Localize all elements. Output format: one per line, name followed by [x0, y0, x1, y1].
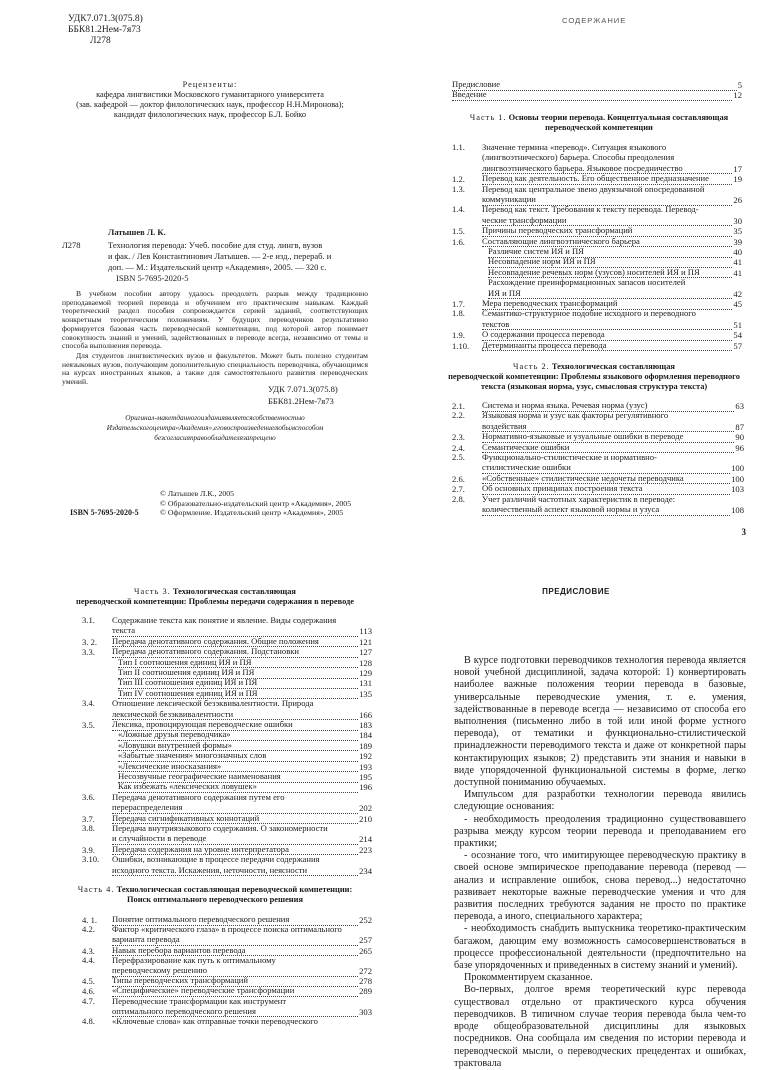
toc-entry-page: 214: [359, 834, 372, 845]
toc-entry-title: Переводческие трансформации как инструмент: [112, 996, 287, 1006]
toc-entry-title: количественный аспект языковой нормы и узуса: [482, 505, 730, 516]
toc-entry-number: 2.2.: [452, 410, 465, 421]
toc-entry-title: О содержании процесса перевода: [482, 330, 732, 341]
toc-entry: [452, 309, 742, 319]
toc-entry: [82, 915, 372, 926]
toc-entry-page: 40: [733, 247, 742, 257]
toc-entry-title: Различие систем ИЯ и ПЯ: [488, 247, 732, 258]
toc-entry: [488, 257, 742, 268]
bbk-line: ББК81.2Нем-7я73: [268, 396, 334, 406]
part-title-line: переводческой компетенции: Проблемы языкового оформления переводного: [448, 372, 740, 381]
toc-entry: [82, 935, 372, 946]
toc-entry: [82, 710, 372, 721]
preface-paragraph: - осознание того, что имитирующее переводческую практику в своей основе эмпирическое преподавание перевода (перевод — анализ и исправление ошибок, снова перевод...) недостаточно развивает некоторые важные переводческие умения и что для развития последних требуются задания не просто по практике перевода, а иного, специального характера;: [454, 850, 746, 923]
toc-entry-page: 121: [359, 636, 372, 647]
bib-line: и фак. / Лев Константинович Латышев. — 2-е изд., перераб. и: [108, 251, 332, 261]
toc-entry-number: 2.4.: [452, 442, 465, 453]
toc-entry: [118, 689, 372, 700]
copyright-line: © Оформление. Издательский центр «Академия», 2005: [160, 508, 344, 517]
toc-entry-title: лексической безэквивалентности: [112, 710, 358, 721]
toc-entry: [452, 195, 742, 206]
toc-entry-title: «Специфические» переводческие трансформации: [112, 986, 358, 997]
preface-paragraph: Импульсом для разработки технологии перевода явились следующие основания:: [454, 789, 746, 813]
toc-entry-title: Нормативно-языковые и узуальные ошибки в переводе: [482, 432, 734, 443]
toc-entry: [452, 495, 744, 505]
toc-entry-title: Передача денотативного содержания путем его: [112, 792, 285, 802]
toc-entry-page: 113: [359, 626, 372, 637]
part-title-line: переводческой компетенции: Проблемы передачи содержания в переводе: [76, 597, 354, 606]
toc-entry: [452, 90, 742, 101]
toc-entry-number: 1.2.: [452, 174, 465, 185]
contents-page-1: [384, 0, 768, 537]
toc-entry-page: 131: [359, 678, 372, 689]
toc-entry: [118, 751, 372, 762]
toc-entry-title: Мера переводческих трансформаций: [482, 299, 732, 310]
toc-entry-page: 39: [733, 236, 742, 247]
toc-entry: [82, 1007, 372, 1018]
toc-entry-title: Семантические ошибки: [482, 443, 734, 454]
toc-entry: [452, 401, 744, 412]
toc-entry: [452, 320, 742, 331]
toc-entry: [118, 772, 372, 783]
part-title-line: текста (языковая норма, узус, смысловая структура текста): [480, 382, 708, 391]
toc-entry: [82, 647, 372, 658]
toc-entry: [82, 925, 372, 935]
toc-entry: [82, 803, 372, 814]
preface-paragraph: Прокомментируем сказанное.: [464, 972, 593, 984]
toc-entry-title: Содержание текста как понятие и явление. Виды содержания: [112, 616, 337, 625]
part-title-line: переводческой компетенции: [545, 123, 653, 132]
toc-entry-title: Понятие оптимального переводческого решения: [112, 915, 358, 926]
toc-entry-page: 96: [735, 442, 744, 453]
annotation-paragraph: В учебном пособии автору удалось преодолеть разрыв между традиционно преподаваемой теорией перевода и обучением его практическим навыкам. Каждый теоретический раздел пособия сопровождается серией заданий, соответствующих конкретным теоретическим положениям. У будущих переводчиков результативно формируется базовая часть переводческой компетенции, под которой автор понимает совокупность знаний и умений, задействованных в переводе всегда, независимо от темы и способа выполнения перевода.: [62, 289, 368, 351]
toc-entry-page: 41: [733, 257, 742, 268]
toc-entry-title: «Забытые значения» многозначных слов: [118, 751, 358, 762]
part-heading: [444, 113, 754, 133]
toc-entry-title: Ошибки, возникающие в процессе передачи содержания: [112, 855, 320, 865]
toc-entry-page: 108: [731, 505, 744, 515]
toc-entry-number: 1.4.: [452, 204, 465, 215]
toc-entry-number: 4.4.: [82, 954, 95, 965]
toc-entry-page: 100: [731, 473, 744, 484]
toc-entry-page: 42: [733, 288, 742, 299]
toc-entry-page: 257: [359, 935, 372, 946]
toc-entry-title: Фактор «критического глаза» в процессе поиска оптимального: [112, 925, 342, 935]
toc-entry-title: Несовпадение норм ИЯ и ПЯ: [488, 257, 732, 268]
toc-entry-title: Передача внутриязыкового содержания. О закономерности: [112, 824, 328, 833]
preface-body: [454, 655, 746, 1070]
toc-entry-page: 51: [733, 319, 742, 330]
toc-entry-page: 192: [359, 751, 372, 762]
toc-entry-title: Типы переводческих трансформаций: [112, 976, 358, 987]
udk-line: УДК7.071.3(075.8): [68, 14, 143, 24]
toc-entry-number: 1.5.: [452, 226, 465, 237]
toc-entry: [452, 143, 742, 153]
toc-entry: [452, 411, 744, 421]
toc-entry: [82, 637, 372, 648]
toc-entry: [452, 216, 742, 227]
toc-entry-number: 3.10.: [82, 854, 100, 865]
reviewer-line: кандидат филологических наук, профессор Б.Л. Бойко: [113, 110, 307, 119]
toc-entry-title: Языковая норма и узус как факторы регулятивного: [482, 411, 669, 421]
toc-entry: [82, 845, 372, 856]
toc-entry-page: 189: [359, 740, 372, 751]
toc-entry-page: 210: [359, 813, 372, 824]
toc-entry: [118, 678, 372, 689]
toc-entry-page: 57: [733, 340, 742, 351]
toc-entry-title: Тип IV соотношения единиц ИЯ и ПЯ: [118, 689, 358, 700]
toc-entry-title: Передача денотативного содержания. Общие положения: [112, 637, 358, 648]
toc-entry-page: 5: [737, 80, 742, 90]
toc-entry-title: Детерминанты процесса перевода: [482, 341, 732, 352]
toc-entry-title: коммуникации: [482, 195, 732, 206]
part-label: Часть 4.: [77, 885, 115, 894]
toc-entry-page: 223: [359, 844, 372, 855]
part-label: Часть 2.: [513, 362, 550, 371]
toc-entry: [82, 966, 372, 977]
toc-entry-title: «Ключевые слова» как отправные точки переводческого: [112, 1017, 318, 1026]
part-heading: [434, 362, 754, 392]
toc-entry-title: «Ложные друзья переводчика»: [118, 730, 358, 741]
toc-entry-page: 26: [733, 195, 742, 205]
toc-entry-title: Введение: [452, 90, 732, 101]
toc-entry-page: 303: [359, 1006, 372, 1017]
toc-entry: [452, 474, 744, 485]
toc-entry: [82, 1017, 372, 1027]
toc-entry-page: 278: [359, 976, 372, 987]
original-layout-notice: [62, 413, 368, 443]
toc-entry: [82, 814, 372, 825]
toc-entry-number: 2.7.: [452, 484, 465, 495]
toc-entry-title: Передача содержания на уровне интерпретатора: [112, 845, 358, 856]
toc-entry-title: Семантико-структурное подобие исходного и переводного: [482, 309, 696, 319]
preface-title: ПРЕДИСЛОВИЕ: [542, 587, 610, 596]
page-number: 3: [741, 527, 746, 537]
toc-entry-title: Перевод как деятельность. Его общественное предназначение: [482, 174, 732, 185]
toc-entry: [452, 432, 744, 443]
toc-entry-number: 2.5.: [452, 452, 465, 462]
part-title-line: Технологическая составляющая: [551, 362, 675, 371]
toc-entry-number: 1.10.: [452, 340, 470, 351]
toc-entry: [452, 205, 742, 215]
toc-entry-number: 4.7.: [82, 995, 95, 1006]
toc-entry: [452, 299, 742, 310]
toc-entry-number: 3.8.: [82, 823, 95, 833]
toc-entry: [452, 185, 742, 195]
toc-entry-title: оптимального переводческого решения: [112, 1007, 358, 1018]
toc-entry: [488, 247, 742, 258]
toc-entry-number: 4.2.: [82, 924, 95, 935]
toc-entry-page: 166: [359, 709, 372, 720]
toc-entry-title: «Ловушки внутренней формы»: [118, 741, 358, 752]
toc-entry-number: 1.1.: [452, 142, 465, 152]
toc-entry-title: Предисловие: [452, 80, 737, 91]
toc-entry-title: Перевод как текст. Требования к тексту перевода. Перевод-: [482, 205, 699, 215]
part-title-line: Основы теории перевода. Концептуальная составляющая: [508, 113, 729, 122]
toc-entry: [82, 946, 372, 957]
bbk-line: ББК81.2Нем-7я73: [68, 25, 141, 35]
toc-entry-number: 2.3.: [452, 432, 465, 443]
toc-entry: [452, 443, 744, 454]
toc-entry-page: 127: [359, 647, 372, 658]
toc-entry-number: 1.3.: [452, 183, 465, 194]
toc-entry-title: Лексика, провоцирующая переводческие ошибки: [112, 720, 358, 731]
toc-entry-title: «Лексические иносказания»: [118, 762, 358, 773]
bib-line: Технология перевода: Учеб. пособие для студ. лингв, вузов: [108, 240, 323, 250]
toc-entry-title: Система и норма языка. Речевая норма (узус): [482, 401, 734, 412]
toc-entry-title: воздействия: [482, 422, 734, 433]
udk-block: [68, 14, 143, 47]
toc-entry-page: 12: [733, 90, 742, 100]
copyright-line: © Образовательно-издательский центр «Академия», 2005: [160, 498, 352, 508]
part-label: Часть 1.: [469, 113, 507, 122]
toc-entry-title: Значение термина «перевод». Ситуация языкового: [482, 143, 667, 152]
toc-entry: [82, 855, 372, 865]
toc-entry-title: варианта перевода: [112, 935, 358, 946]
toc-entry-page: 196: [359, 782, 372, 793]
toc-entry-title: Перефразирование как путь к оптимальному: [112, 955, 276, 965]
toc-entry-page: 100: [731, 463, 744, 474]
toc-entry: [452, 341, 742, 352]
toc-entry-page: 128: [359, 657, 372, 668]
toc-entry: [452, 226, 742, 237]
toc-entry-title: текста: [112, 626, 358, 637]
contents-page-2: [0, 512, 384, 1024]
toc-entry-title: «Собственные» стилистические недочеты переводчика: [482, 474, 730, 485]
toc-entry-page: 90: [735, 432, 744, 443]
toc-entry-page: 202: [359, 803, 372, 814]
toc-entry-title: Передача денотативного содержания. Подстановки: [112, 647, 358, 658]
toc-entry-number: 1.6.: [452, 236, 465, 247]
toc-entry-page: 35: [733, 226, 742, 237]
toc-entry: [452, 422, 744, 433]
toc-entry-title: Перевод как центральное звено двуязычной опосредованной: [482, 184, 705, 194]
toc-entry-title: Тип I соотношения единиц ИЯ и ПЯ: [118, 658, 358, 669]
toc-entry: [118, 730, 372, 741]
toc-entry-number: 4.8.: [82, 1016, 95, 1026]
toc-entry-title: Тип II соотношения единиц ИЯ и ПЯ: [118, 668, 358, 679]
imprint-page: [0, 0, 384, 517]
isbn-line: ISBN 5-7695-2020-5: [116, 273, 189, 283]
toc-entry: [488, 268, 742, 279]
toc-entry: [118, 762, 372, 773]
toc-entry-number: 4.5.: [82, 976, 95, 987]
part-title-line: Технологическая составляющая переводческой компетенции:: [116, 885, 353, 894]
toc-entry-number: 1.9.: [452, 330, 465, 341]
toc-entry-title: Передача сигнификативных коннотаций: [112, 814, 358, 825]
toc-entry-number: 3.6.: [82, 791, 95, 802]
toc-entry: [118, 668, 372, 679]
part-heading: [60, 885, 370, 905]
part-label: Часть 3.: [134, 587, 171, 596]
part-heading: [60, 587, 370, 607]
toc-entry: [452, 80, 742, 91]
toc-entry-number: 2.6.: [452, 473, 465, 484]
toc-entry: [452, 463, 744, 474]
toc-entry: [82, 824, 372, 834]
toc-entry-number: 4.3.: [82, 945, 95, 956]
toc-entry: [82, 956, 372, 966]
toc-entry-title: текстов: [482, 320, 732, 331]
toc-entry-title: ческие трансформации: [482, 216, 732, 227]
toc-entry-title: Учет различий частотных характеристик в переводе:: [482, 494, 676, 504]
running-header: СОДЕРЖАНИЕ: [562, 16, 627, 25]
toc-entry-page: 234: [359, 865, 372, 876]
annotation: [62, 290, 368, 388]
toc-entry-title: (лингвоэтнического) барьера. Способы преодоления: [482, 153, 675, 163]
toc-entry-page: 195: [359, 772, 372, 782]
author-name: Латышев Л. К.: [108, 227, 166, 237]
toc-entry: [82, 997, 372, 1007]
toc-entry: [452, 453, 744, 463]
toc-entry-page: 30: [733, 215, 742, 226]
reviewers-block: [60, 80, 360, 120]
toc-entry-page: 265: [359, 945, 372, 956]
toc-entry-title: Отношение лексической безэквивалентности. Природа: [112, 699, 314, 709]
toc-entry-number: 2.8.: [452, 493, 465, 504]
toc-entry-title: стилистические ошибки: [482, 463, 730, 474]
toc-entry: [488, 289, 742, 300]
toc-entry: [82, 626, 372, 637]
preface-paragraph: В курсе подготовки переводчиков технология перевода является новой учебной дисциплиной, задача которой: 1) конвертировать наиболее важные положения теории перевода в базовые, универсальные переводческие умения, т. е. умения, задействованные в переводе всегда — независимо от способа его выполнения (письменно либо в той или иной форме устного перевода), от тематики и функционально-стилистической принадлежности переводимого текста и даже от конкретной пары контактирующих языков; 2) представить эти знания и навыки в виде упорядоченной функциональной системы в форме, легко доступной пониманию обучаемых.: [454, 655, 746, 789]
notice-line: Издательскогоцентра«Академия»,еговоспроизведениелюбымспособом: [106, 424, 324, 432]
toc-entry-number: 3. 2.: [82, 636, 98, 647]
toc-entry: [118, 782, 372, 793]
reviewer-line: кафедра лингвистики Московского гуманитарного университета: [96, 90, 324, 99]
toc-entry-page: 272: [359, 966, 372, 976]
toc-entry: [452, 153, 742, 163]
toc-entry: [82, 793, 372, 803]
toc-entry-number: 3.1.: [82, 615, 95, 625]
toc-entry-title: ИЯ и ПЯ: [488, 289, 732, 300]
toc-entry-title: Об основных принципах построения текста: [482, 484, 730, 495]
toc-entry: [452, 164, 742, 175]
toc-entry-page: 184: [359, 730, 372, 741]
toc-entry-title: Как избежать «лексических ловушек»: [118, 782, 358, 793]
toc-entry-number: 1.8.: [452, 308, 465, 319]
toc-entry-page: 252: [359, 915, 372, 925]
udk-block-bottom: [268, 383, 338, 407]
part-title-line: Технологическая составляющая: [172, 587, 296, 596]
toc-entry: [452, 174, 742, 185]
notice-line: безсогласияправообладателязапрещено: [154, 434, 276, 442]
toc-entry: [82, 834, 372, 845]
toc-entry-number: 3.3.: [82, 647, 95, 658]
toc-entry-title: исходного текста. Искажения, неточности, неясности: [112, 866, 358, 877]
author-code-line: Л278: [90, 36, 111, 46]
toc-entry-page: 54: [733, 330, 742, 341]
toc-entry: [452, 237, 742, 248]
toc-entry-page: 289: [359, 986, 372, 997]
toc-entry-title: Несовпадение речевых норм (узусов) носителей ИЯ и ПЯ: [488, 268, 732, 279]
toc-entry-page: 87: [735, 421, 744, 432]
notice-line: Оригинал-макетданногоизданияявляетсясобственностью: [125, 414, 305, 422]
toc-entry-title: Функционально-стилистические и нормативно-: [482, 453, 657, 462]
toc-entry: [488, 278, 742, 288]
toc-entry-number: 3.4.: [82, 698, 95, 709]
bib-line: доп. — М.: Издательский центр «Академия», 2005. — 320 с.: [108, 262, 327, 272]
toc-entry-number: 3.7.: [82, 813, 95, 824]
reviewers-heading: Рецензенты:: [182, 80, 238, 89]
preface-paragraph: Во-первых, долгое время теоретический курс перевода существовал отдельно от практического курса обучения переводчиков. В типичном случае теория перевода была чем-то вроде общеобразовательной дисциплины для языковых посредников. Она сообщала им сведения по истории перевода и переводческой мысли, о переводческих прецедентах и ошибках, трактовала: [454, 984, 746, 1069]
annotation-paragraph: Для студентов лингвистических вузов и факультетов. Может быть полезно студентам неязыковых вузов, получающим дополнительную специальность переводчика, обучающимся на курсах иностранных языков, а также для самостоятельного развития переводческих умений.: [62, 350, 368, 387]
udk-line: УДК 7.071.3(075.8): [268, 384, 338, 394]
author-code: Л278: [62, 240, 81, 250]
toc-entry: [118, 658, 372, 669]
toc-entry-title: перераспределения: [112, 803, 358, 814]
toc-entry-title: Навык перебора вариантов перевода: [112, 946, 358, 957]
toc-entry: [82, 616, 372, 626]
toc-entry-title: Расхождение преинформационных запасов носителей: [488, 278, 686, 288]
toc-entry: [82, 699, 372, 709]
toc-entry: [118, 741, 372, 752]
toc-entry-page: 183: [359, 720, 372, 730]
toc-entry-page: 17: [733, 163, 742, 174]
toc-entry-page: 45: [733, 299, 742, 309]
toc-entry-page: 63: [735, 401, 744, 411]
toc-entry: [452, 330, 742, 341]
toc-entry-page: 193: [359, 761, 372, 772]
toc-entry-number: 3.5.: [82, 720, 95, 730]
reviewer-line: (зав. кафедрой — доктор филологических наук, профессор Н.Н.Миронова);: [76, 100, 344, 109]
preface-paragraph: - необходимость снабдить выпускника теоретико-практическим багажом, дающим ему возможность самосовершенствоваться в процессе профессиональной деятельности (предпочтительно на базе упорядоченных и приведенных в систему знаний и умений).: [454, 923, 746, 972]
bibliographic-record: [108, 240, 368, 284]
toc-entry-title: Причины переводческих трансформаций: [482, 226, 732, 237]
toc-entry: [452, 484, 744, 495]
toc-entry: [82, 976, 372, 987]
toc-entry-page: 41: [733, 267, 742, 278]
part-title-line: Поиск оптимального переводческого решения: [127, 895, 303, 904]
preface-paragraph: - необходимость преодоления традиционно существовавшего разрыва между курсом теории перевода и преподаванием его практики;: [454, 813, 746, 850]
toc-entry-title: Тип III соотношения единиц ИЯ и ПЯ: [118, 678, 358, 689]
toc-entry-title: переводческому решению: [112, 966, 358, 977]
toc-entry-title: Несозвучные географические наименования: [118, 772, 358, 783]
toc-entry-title: Составляющие лингвоэтнического барьера: [482, 237, 732, 248]
copyright-line: © Латышев Л.К., 2005: [160, 489, 235, 498]
toc-entry-number: 4.6.: [82, 986, 95, 997]
toc-entry: [82, 986, 372, 997]
toc-entry-page: 19: [733, 174, 742, 185]
toc-entry-title: и случайности в переводе: [112, 834, 358, 845]
toc-entry-number: 2.1.: [452, 401, 465, 411]
toc-entry-page: 129: [359, 668, 372, 678]
toc-entry: [82, 866, 372, 877]
isbn-bottom: ISBN 5-7695-2020-5: [70, 508, 139, 517]
toc-entry-number: 1.7.: [452, 299, 465, 309]
toc-entry-number: 4. 1.: [82, 915, 98, 925]
toc-entry-title: лингвоэтнического барьера. Языковое посредничество: [482, 164, 732, 175]
toc-entry: [82, 720, 372, 731]
toc-entry-number: 3.9.: [82, 844, 95, 855]
toc-entry-page: 103: [731, 484, 744, 495]
toc-entry-page: 135: [359, 688, 372, 699]
